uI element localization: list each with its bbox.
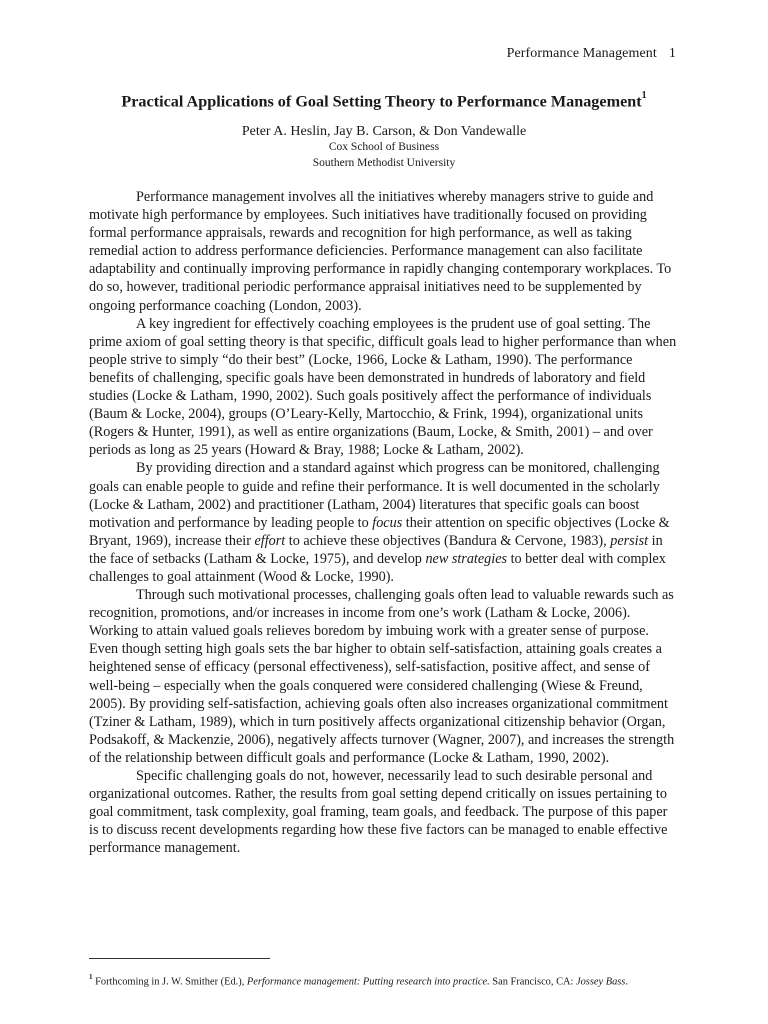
body-text: [89, 188, 679, 857]
footnote-text: Forthcoming in J. W. Smither (Ed.),: [92, 976, 247, 988]
paragraph-text: Specific challenging goals do not, however, necessarily lead to such desirable personal and organizational outcomes. Rather, the results from goal setting depend critically on issues pertaining to goal commitment, task complexity, goal framing, team goals, and feedback. The purpose of this paper is to discuss recent developments regarding how these five factors can be managed to enable effective performance management.: [89, 768, 668, 857]
paper-title-text: Practical Applications of Goal Setting Theory to Performance Management: [121, 92, 642, 111]
emphasis-persist: persist: [610, 532, 649, 549]
running-title: Performance Management: [506, 46, 657, 61]
footnote-text: .: [625, 976, 628, 988]
paragraph-text: Through such motivational processes, challenging goals often lead to valuable rewards such as recognition, promotions, and/or increases in income from one’s work (Latham & Locke, 2006). Working to attain valued goals relieves boredom by imbuing work with a greater sense of purpose. Even though setting high goals sets the bar higher to obtain self-satisfaction, attaining goals creates a heightened sense of efficacy (personal effectiveness), self-satisfaction, positive affect, and sense of well-being – especially when the goals conquered were considered challenging (Wiese & Freund, 2005). By providing self-satisfaction, achieving goals often also increases organizational commitment (Tziner & Latham, 1989), which in turn positively affects organizational citizenship behavior (Organ, Podsakoff, & Mackenzie, 2006), negatively affects turnover (Wagner, 2007), and increases the strength of the relationship between difficult goals and performance (Locke & Latham, 1990, 2002).: [89, 587, 675, 766]
paragraph-text: A key ingredient for effectively coaching employees is the prudent use of goal setting. The prime axiom of goal setting theory is that specific, difficult goals lead to higher performance than when people strive to simply “do their best” (Locke, 1966, Locke & Latham, 1990). The performance benefits of challenging, specific goals have been demonstrated in hundreds of laboratory and field studies (Locke & Latham, 1990, 2002). Such goals positively affect the performance of individuals (Baum & Locke, 2004), groups (O’Leary-Kelly, Martocchio, & Frink, 1994), organizational units (Rogers & Hunter, 1991), as well as entire organizations (Baum, Locke, & Smith, 2001) – and over periods as long as 25 years (Howard & Bray, 1988; Locke & Latham, 2002).: [89, 315, 677, 459]
paragraph-2: [89, 315, 679, 460]
emphasis-effort: effort: [254, 532, 286, 549]
footnote-mark: 1: [89, 973, 93, 981]
paragraph-3: [89, 459, 679, 586]
paragraph-4: [89, 586, 679, 767]
title-footnote-mark: 1: [641, 90, 647, 101]
paragraph-text: to achieve these objectives (Bandura & Cervone, 1983),: [285, 532, 611, 549]
paragraph-text: their attention on specific objectives (Locke & Bryant, 1969), increase their: [89, 514, 670, 549]
footnote-text: San Francisco, CA:: [489, 976, 576, 988]
emphasis-new-strategies: new strategies: [425, 550, 508, 567]
footnote-divider: [89, 958, 270, 959]
page-number: 1: [668, 46, 676, 61]
paragraph-text: By providing direction and a standard against which progress can be monitored, challenging goals can enable people to guide and refine their performance. It is well documented in the scholarly (Locke & Latham, 2002) and practitioner (Latham, 2004) literatures that specific goals can boost motivation and performance by leading people to: [89, 460, 660, 531]
paragraph-text: in the face of setbacks (Latham & Locke, 1975), and develop: [89, 532, 663, 567]
footnote-book-title: Performance management: Putting research into practice.: [246, 976, 490, 988]
paragraph-text: to better deal with complex challenges to goal attainment (Wood & Locke, 1990).: [89, 550, 666, 585]
paragraph-1: [89, 188, 679, 315]
footnote: [89, 974, 689, 987]
emphasis-focus: focus: [372, 514, 403, 531]
paragraph-text: Performance management involves all the initiatives whereby managers strive to guide and motivate high performance by employees. Such initiatives have traditionally focused on providing formal performance appraisals, rewards and recognition for high performance, as well as taking remedial action to address performance deficiencies. Performance management can also facilitate adaptability and continually improving performance in rapidly changing contemporary workplaces. To do so, however, traditional periodic performance appraisal initiatives need to be supplemented by ongoing performance coaching (London, 2003).: [89, 189, 672, 314]
running-head: [507, 46, 676, 62]
authors: Peter A. Heslin, Jay B. Carson, & Don Vandewalle: [241, 124, 527, 139]
paper-title: [0, 92, 768, 111]
footnote-publisher: Jossey Bass: [576, 976, 626, 988]
paragraph-5: [89, 767, 679, 857]
affiliation-university: Southern Methodist University: [312, 157, 456, 169]
affiliation-school: Cox School of Business: [328, 141, 440, 153]
